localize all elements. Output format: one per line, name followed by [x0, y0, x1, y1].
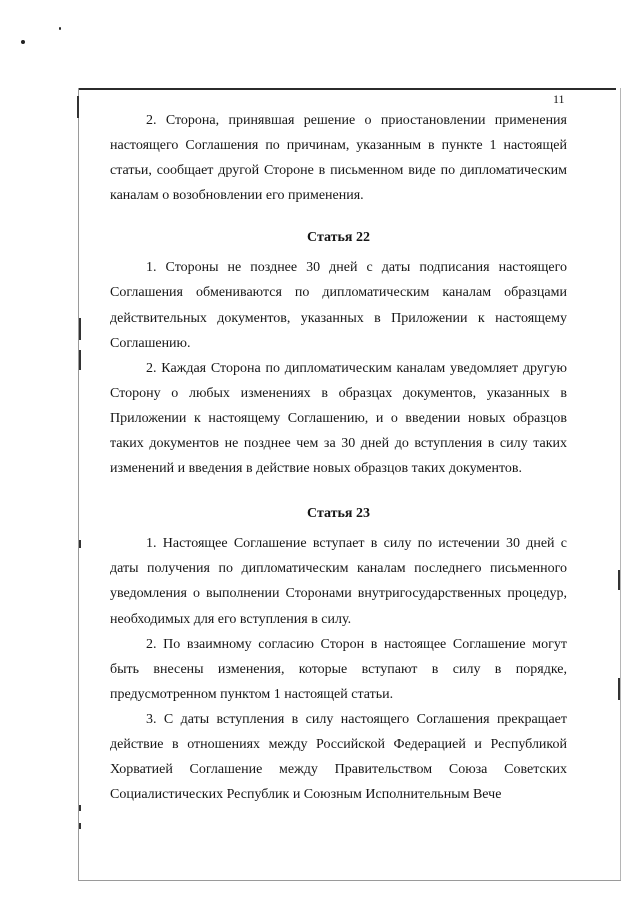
page-frame-right-border [620, 88, 621, 880]
page-frame-top-border [78, 88, 616, 90]
margin-mark [618, 678, 620, 700]
page-number: 11 [553, 92, 565, 106]
page-frame-left-border [78, 88, 79, 880]
paragraph: 2. Сторона, принявшая решение о приостановлении применения настоящего Соглашения по причинам, указанным в пункте 1 настоящей статьи, сообщает другой Стороне в письменном виде по дипломатическим каналам о возобновлении его применения. [110, 113, 567, 204]
margin-mark [79, 540, 81, 548]
margin-mark [79, 805, 81, 811]
page-frame-bottom-border [78, 880, 621, 881]
paragraph: 3. С даты вступления в силу настоящего Соглашения прекращает действие в отношениях между Российской Федерацией и Республикой Хорватией Соглашение между Правительством Союза Советских Социалистических Республик и Союзным Исполнительным Вече [110, 711, 567, 803]
paragraph: 2. Каждая Сторона по дипломатическим каналам уведомляет другую Сторону о любых изменениях в образцах документов, указанных в Приложении к настоящему Соглашению, и о введении новых образцов таких документов не позднее чем за 30 дней до вступления в силу таких изменений и введения в действие новых образцов таких документов. [110, 360, 567, 477]
paragraph: 2. По взаимному согласию Сторон в настоящее Соглашение могут быть внесены изменения, которые вступают в силу в порядке, предусмотренном пунктом 1 настоящей статьи. [110, 636, 567, 702]
scan-speck [59, 27, 61, 30]
document-body [110, 108, 567, 807]
article-heading: Статья 23 [307, 506, 370, 522]
article-heading: Статья 22 [307, 230, 370, 246]
margin-mark [77, 96, 79, 118]
margin-mark [79, 350, 81, 370]
margin-mark [618, 570, 620, 590]
paragraph: 1. Настоящее Соглашение вступает в силу по истечении 30 дней с даты получения по дипломатическим каналам последнего письменного уведомления о выполнении Сторонами внутригосударственных процедур, необходимых для его вступления в силу. [110, 536, 567, 627]
paragraph: 1. Стороны не позднее 30 дней с даты подписания настоящего Соглашения обмениваются по дипломатическим каналам образцами действительных документов, указанных в Приложении к настоящему Соглашению. [110, 260, 567, 351]
margin-mark [79, 823, 81, 829]
scan-speck [21, 40, 25, 44]
margin-mark [79, 318, 81, 340]
